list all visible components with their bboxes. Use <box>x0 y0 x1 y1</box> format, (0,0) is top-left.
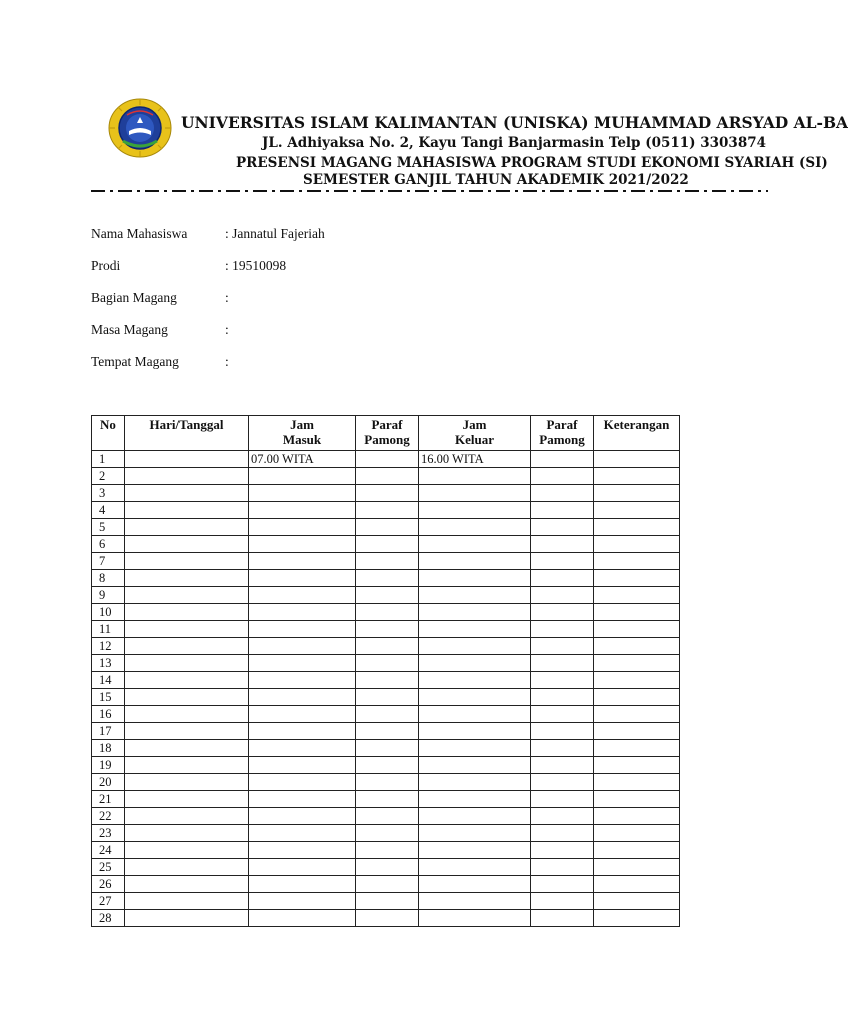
header-divider <box>91 189 768 193</box>
cell-jam-keluar <box>419 468 531 485</box>
cell-jam-keluar <box>419 502 531 519</box>
table-row <box>92 825 680 842</box>
cell-jam-masuk: 07.00 WITA <box>249 451 356 468</box>
cell-keterangan <box>594 655 680 672</box>
cell-jam-keluar <box>419 842 531 859</box>
cell-paraf-keluar <box>531 723 594 740</box>
table-row <box>92 791 680 808</box>
cell-keterangan <box>594 468 680 485</box>
cell-keterangan <box>594 842 680 859</box>
cell-paraf-masuk <box>356 536 419 553</box>
cell-hari-tanggal <box>125 553 249 570</box>
table-row <box>92 519 680 536</box>
cell-paraf-masuk <box>356 740 419 757</box>
cell-jam-keluar <box>419 859 531 876</box>
cell-paraf-masuk <box>356 621 419 638</box>
cell-hari-tanggal <box>125 723 249 740</box>
cell-jam-masuk <box>249 502 356 519</box>
cell-paraf-keluar <box>531 672 594 689</box>
cell-keterangan <box>594 502 680 519</box>
cell-no: 18 <box>92 740 125 757</box>
cell-paraf-masuk <box>356 859 419 876</box>
cell-paraf-keluar <box>531 451 594 468</box>
cell-no: 26 <box>92 876 125 893</box>
cell-jam-keluar <box>419 519 531 536</box>
cell-paraf-keluar <box>531 842 594 859</box>
cell-jam-masuk <box>249 757 356 774</box>
cell-no: 17 <box>92 723 125 740</box>
cell-paraf-keluar <box>531 485 594 502</box>
table-row <box>92 910 680 927</box>
cell-jam-masuk <box>249 859 356 876</box>
table-row <box>92 689 680 706</box>
university-name: UNIVERSITAS ISLAM KALIMANTAN (UNISKA) MUHAMMAD ARSYAD AL-BA <box>181 113 848 132</box>
cell-jam-masuk <box>249 621 356 638</box>
cell-keterangan <box>594 859 680 876</box>
table-row <box>92 808 680 825</box>
info-row-prodi <box>91 258 286 274</box>
cell-hari-tanggal <box>125 638 249 655</box>
cell-jam-masuk <box>249 689 356 706</box>
cell-paraf-keluar <box>531 774 594 791</box>
cell-paraf-keluar <box>531 893 594 910</box>
cell-keterangan <box>594 519 680 536</box>
cell-hari-tanggal <box>125 655 249 672</box>
cell-keterangan <box>594 604 680 621</box>
cell-paraf-keluar <box>531 519 594 536</box>
table-row <box>92 740 680 757</box>
cell-keterangan <box>594 689 680 706</box>
cell-hari-tanggal <box>125 774 249 791</box>
cell-keterangan <box>594 706 680 723</box>
cell-no: 25 <box>92 859 125 876</box>
cell-jam-keluar <box>419 757 531 774</box>
cell-no: 11 <box>92 621 125 638</box>
cell-jam-masuk <box>249 893 356 910</box>
cell-hari-tanggal <box>125 570 249 587</box>
cell-keterangan <box>594 587 680 604</box>
cell-jam-masuk <box>249 774 356 791</box>
info-row-nama <box>91 226 325 242</box>
cell-jam-keluar <box>419 621 531 638</box>
cell-jam-masuk <box>249 604 356 621</box>
info-label: Masa Magang <box>91 322 168 337</box>
cell-no: 28 <box>92 910 125 927</box>
table-row <box>92 723 680 740</box>
info-label: Bagian Magang <box>91 290 177 305</box>
info-label: Prodi <box>91 258 121 273</box>
cell-hari-tanggal <box>125 621 249 638</box>
cell-no: 5 <box>92 519 125 536</box>
cell-no: 12 <box>92 638 125 655</box>
cell-jam-keluar <box>419 893 531 910</box>
cell-keterangan <box>594 876 680 893</box>
info-value: : <box>225 322 229 337</box>
cell-jam-keluar <box>419 553 531 570</box>
cell-jam-keluar <box>419 570 531 587</box>
cell-paraf-keluar <box>531 825 594 842</box>
cell-jam-keluar <box>419 536 531 553</box>
cell-keterangan <box>594 910 680 927</box>
cell-jam-masuk <box>249 910 356 927</box>
cell-hari-tanggal <box>125 893 249 910</box>
cell-paraf-keluar <box>531 638 594 655</box>
cell-no: 8 <box>92 570 125 587</box>
cell-paraf-masuk <box>356 604 419 621</box>
cell-paraf-masuk <box>356 757 419 774</box>
cell-paraf-keluar <box>531 502 594 519</box>
cell-jam-masuk <box>249 808 356 825</box>
cell-jam-keluar <box>419 808 531 825</box>
cell-jam-masuk <box>249 740 356 757</box>
cell-paraf-masuk <box>356 774 419 791</box>
cell-jam-masuk <box>249 842 356 859</box>
cell-no: 13 <box>92 655 125 672</box>
cell-no: 7 <box>92 553 125 570</box>
cell-hari-tanggal <box>125 859 249 876</box>
cell-jam-masuk <box>249 825 356 842</box>
cell-paraf-masuk <box>356 451 419 468</box>
cell-keterangan <box>594 825 680 842</box>
info-value: : <box>225 290 229 305</box>
cell-jam-masuk <box>249 672 356 689</box>
cell-no: 4 <box>92 502 125 519</box>
cell-paraf-masuk <box>356 570 419 587</box>
info-label: Nama Mahasiswa <box>91 226 188 241</box>
cell-paraf-keluar <box>531 876 594 893</box>
cell-hari-tanggal <box>125 519 249 536</box>
cell-no: 21 <box>92 791 125 808</box>
cell-jam-masuk <box>249 536 356 553</box>
cell-paraf-keluar <box>531 706 594 723</box>
cell-keterangan <box>594 451 680 468</box>
document-title: PRESENSI MAGANG MAHASISWA PROGRAM STUDI EKONOMI SYARIAH (SI) <box>236 155 828 171</box>
cell-paraf-masuk <box>356 468 419 485</box>
attendance-table <box>91 415 680 927</box>
cell-paraf-masuk <box>356 723 419 740</box>
table-row <box>92 604 680 621</box>
cell-paraf-keluar <box>531 536 594 553</box>
cell-paraf-keluar <box>531 621 594 638</box>
cell-hari-tanggal <box>125 740 249 757</box>
cell-no: 3 <box>92 485 125 502</box>
cell-no: 6 <box>92 536 125 553</box>
cell-jam-keluar <box>419 791 531 808</box>
cell-no: 14 <box>92 672 125 689</box>
cell-jam-masuk <box>249 570 356 587</box>
university-seal-icon <box>107 97 173 159</box>
col-header-keterangan: Keterangan <box>594 416 680 451</box>
col-header-paraf-2: Paraf Pamong <box>531 416 594 451</box>
cell-paraf-masuk <box>356 893 419 910</box>
cell-paraf-masuk <box>356 842 419 859</box>
cell-jam-masuk <box>249 876 356 893</box>
cell-paraf-masuk <box>356 519 419 536</box>
cell-keterangan <box>594 570 680 587</box>
cell-keterangan <box>594 808 680 825</box>
cell-jam-keluar <box>419 825 531 842</box>
cell-keterangan <box>594 638 680 655</box>
cell-jam-keluar <box>419 910 531 927</box>
cell-keterangan <box>594 723 680 740</box>
cell-no: 1 <box>92 451 125 468</box>
col-header-paraf-1: Paraf Pamong <box>356 416 419 451</box>
cell-no: 24 <box>92 842 125 859</box>
cell-jam-masuk <box>249 638 356 655</box>
table-row <box>92 638 680 655</box>
table-row <box>92 570 680 587</box>
cell-paraf-keluar <box>531 859 594 876</box>
cell-jam-masuk <box>249 723 356 740</box>
table-row <box>92 757 680 774</box>
table-row <box>92 536 680 553</box>
info-row-masa <box>91 322 229 338</box>
cell-paraf-masuk <box>356 553 419 570</box>
cell-paraf-masuk <box>356 876 419 893</box>
cell-jam-keluar <box>419 740 531 757</box>
cell-jam-keluar <box>419 638 531 655</box>
cell-no: 23 <box>92 825 125 842</box>
cell-no: 2 <box>92 468 125 485</box>
cell-jam-keluar <box>419 655 531 672</box>
cell-no: 27 <box>92 893 125 910</box>
cell-paraf-masuk <box>356 808 419 825</box>
cell-paraf-keluar <box>531 604 594 621</box>
cell-no: 9 <box>92 587 125 604</box>
cell-paraf-masuk <box>356 502 419 519</box>
cell-jam-keluar <box>419 774 531 791</box>
cell-paraf-keluar <box>531 808 594 825</box>
cell-paraf-masuk <box>356 655 419 672</box>
cell-no: 10 <box>92 604 125 621</box>
cell-keterangan <box>594 672 680 689</box>
col-header-jam-masuk: Jam Masuk <box>249 416 356 451</box>
cell-paraf-masuk <box>356 706 419 723</box>
table-row <box>92 893 680 910</box>
table-row <box>92 706 680 723</box>
table-row <box>92 502 680 519</box>
cell-jam-masuk <box>249 553 356 570</box>
cell-jam-masuk <box>249 485 356 502</box>
cell-hari-tanggal <box>125 757 249 774</box>
cell-keterangan <box>594 536 680 553</box>
cell-hari-tanggal <box>125 536 249 553</box>
cell-hari-tanggal <box>125 825 249 842</box>
cell-keterangan <box>594 791 680 808</box>
cell-jam-keluar <box>419 672 531 689</box>
cell-paraf-keluar <box>531 689 594 706</box>
cell-no: 20 <box>92 774 125 791</box>
cell-hari-tanggal <box>125 791 249 808</box>
table-row <box>92 655 680 672</box>
info-value: : 19510098 <box>225 258 287 273</box>
cell-paraf-masuk <box>356 910 419 927</box>
cell-jam-keluar <box>419 689 531 706</box>
cell-keterangan <box>594 774 680 791</box>
cell-hari-tanggal <box>125 604 249 621</box>
table-row <box>92 485 680 502</box>
cell-jam-masuk <box>249 791 356 808</box>
cell-jam-keluar <box>419 485 531 502</box>
cell-jam-keluar <box>419 604 531 621</box>
cell-paraf-masuk <box>356 485 419 502</box>
cell-hari-tanggal <box>125 689 249 706</box>
col-header-jam-keluar: Jam Keluar <box>419 416 531 451</box>
cell-keterangan <box>594 621 680 638</box>
table-row <box>92 621 680 638</box>
col-header-hari: Hari/Tanggal <box>125 416 249 451</box>
table-row <box>92 553 680 570</box>
cell-jam-keluar <box>419 706 531 723</box>
table-row <box>92 859 680 876</box>
cell-jam-masuk <box>249 706 356 723</box>
table-row <box>92 451 680 468</box>
cell-paraf-keluar <box>531 655 594 672</box>
cell-no: 19 <box>92 757 125 774</box>
cell-no: 15 <box>92 689 125 706</box>
table-row <box>92 876 680 893</box>
cell-jam-keluar <box>419 876 531 893</box>
document-semester: SEMESTER GANJIL TAHUN AKADEMIK 2021/2022 <box>303 172 689 188</box>
cell-jam-masuk <box>249 519 356 536</box>
cell-paraf-keluar <box>531 587 594 604</box>
cell-jam-keluar <box>419 587 531 604</box>
cell-hari-tanggal <box>125 672 249 689</box>
table-row <box>92 774 680 791</box>
cell-paraf-masuk <box>356 672 419 689</box>
cell-paraf-keluar <box>531 757 594 774</box>
cell-hari-tanggal <box>125 910 249 927</box>
table-row <box>92 842 680 859</box>
cell-hari-tanggal <box>125 468 249 485</box>
table-row <box>92 672 680 689</box>
cell-no: 22 <box>92 808 125 825</box>
info-label: Tempat Magang <box>91 354 179 369</box>
cell-paraf-masuk <box>356 587 419 604</box>
cell-paraf-keluar <box>531 791 594 808</box>
cell-paraf-keluar <box>531 570 594 587</box>
cell-paraf-keluar <box>531 910 594 927</box>
cell-hari-tanggal <box>125 502 249 519</box>
cell-paraf-keluar <box>531 468 594 485</box>
cell-hari-tanggal <box>125 451 249 468</box>
cell-hari-tanggal <box>125 706 249 723</box>
cell-jam-keluar: 16.00 WITA <box>419 451 531 468</box>
info-row-tempat <box>91 354 229 370</box>
cell-jam-masuk <box>249 655 356 672</box>
col-header-no: No <box>92 416 125 451</box>
cell-keterangan <box>594 893 680 910</box>
cell-hari-tanggal <box>125 842 249 859</box>
university-address: JL. Adhiyaksa No. 2, Kayu Tangi Banjarmasin Telp (0511) 3303874 <box>262 135 767 151</box>
cell-paraf-masuk <box>356 791 419 808</box>
cell-keterangan <box>594 757 680 774</box>
cell-hari-tanggal <box>125 808 249 825</box>
cell-paraf-masuk <box>356 689 419 706</box>
info-row-bagian <box>91 290 229 306</box>
cell-jam-masuk <box>249 587 356 604</box>
cell-paraf-keluar <box>531 740 594 757</box>
cell-paraf-keluar <box>531 553 594 570</box>
cell-no: 16 <box>92 706 125 723</box>
table-row <box>92 587 680 604</box>
info-value: : Jannatul Fajeriah <box>225 226 325 241</box>
cell-hari-tanggal <box>125 587 249 604</box>
table-header-row <box>92 416 680 451</box>
cell-hari-tanggal <box>125 485 249 502</box>
cell-jam-keluar <box>419 723 531 740</box>
cell-paraf-masuk <box>356 638 419 655</box>
table-row <box>92 468 680 485</box>
cell-paraf-masuk <box>356 825 419 842</box>
cell-keterangan <box>594 740 680 757</box>
cell-keterangan <box>594 485 680 502</box>
info-value: : <box>225 354 229 369</box>
cell-jam-masuk <box>249 468 356 485</box>
cell-hari-tanggal <box>125 876 249 893</box>
cell-keterangan <box>594 553 680 570</box>
